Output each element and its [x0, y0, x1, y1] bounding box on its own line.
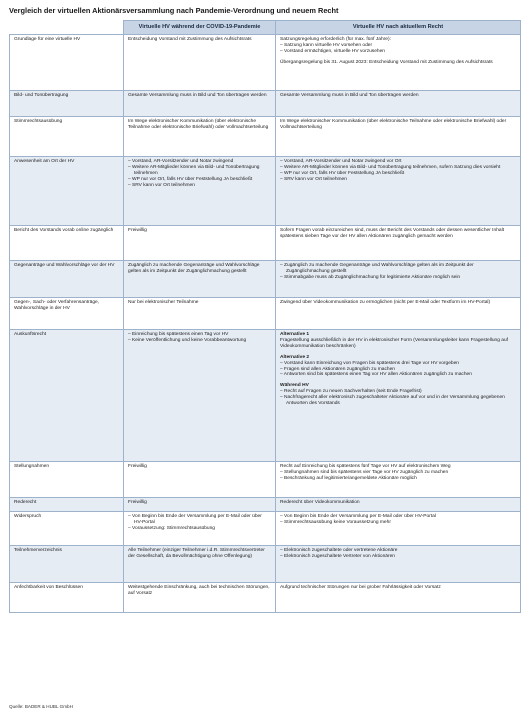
bullet-item: – WP nur vor Ort, falls HV über Feststellung JA beschließt: [280, 170, 405, 176]
cell-text: Freiwillig: [128, 228, 147, 233]
bullet-item: – Zugänglich zu machende Gegenanträge und Wahlvorschläge gelten als im Zeitpunkt der Zugänglichmachung gestellt: [280, 263, 474, 274]
cell-text: Freiwillig: [128, 500, 147, 505]
bullet-item: – Stimmabgabe muss ab Zugänglichmachung für legitimierte Aktionäre möglich sein: [280, 274, 461, 280]
subheading: Während HV: [280, 383, 309, 389]
cell-text: Zugänglich zu machende Gegenanträge und Wahlvorschläge gelten als im Zeitpunkt der Zugänglichmachung gestellt: [128, 263, 260, 274]
cell-text: Gesamte Versammlung muss in Bild und Ton übertragen werden: [280, 93, 419, 98]
bullet-item: – SRV kann vor Ort teilnehmen: [128, 182, 195, 188]
table-row: [10, 91, 521, 117]
cell-text: Entscheidung Vorstand mit Zustimmung des Aufsichtsrats: [128, 37, 252, 42]
pandemic-cell: [124, 298, 276, 330]
bullet-item: – Vorstand ermächtigen, virtuelle HV vorzusehen: [280, 48, 386, 54]
pandemic-cell: [124, 498, 276, 512]
bullet-item: – Keine Veröffentlichung und keine Vorabbeantwortung: [128, 337, 247, 343]
bullet-item: – Voraussetzung: Stimmrechtsausübung: [128, 525, 215, 531]
bullet-item: – Stimmrechtsausübung keine Voraussetzung mehr: [280, 519, 391, 525]
pandemic-cell: [124, 462, 276, 498]
table-row: [10, 498, 521, 512]
source-note: Quelle: BADER & HUBL GmbH: [9, 704, 73, 709]
cell-text: Sofern Fragen vorab einzureichen sind, muss der Bericht des Vorstands oder dessen wesentlicher Inhalt spätestens sieben Tage vor der HV allen Aktionären zugänglich gemacht werden: [280, 228, 505, 239]
bullet-item: – SRV kann vor Ort teilnehmen: [280, 176, 347, 182]
table-body: [10, 35, 521, 613]
row-label: Auskunftsrecht: [10, 330, 124, 462]
bullet-item: – Elektronisch zugeschaltete oder vertretene Aktionäre: [280, 548, 398, 553]
table-row: [10, 298, 521, 330]
row-label: Bild- und Tonübertragung: [10, 91, 124, 117]
cell-text: Weitestgehende Einschränkung, auch bei technischen Störungen, auf Vorsatz: [128, 585, 270, 596]
pandemic-cell: [124, 35, 276, 91]
row-label: Widerspruch: [10, 512, 124, 546]
row-label: Rederecht: [10, 498, 124, 512]
table-row: [10, 583, 521, 613]
row-label: Anfechtbarkeit von Beschlüssen: [10, 583, 124, 613]
table-row: [10, 35, 521, 91]
table-row: [10, 512, 521, 546]
row-label: Anwesenheit am Ort der HV: [10, 157, 124, 226]
bullet-item: – Nachfragerecht aller elektronisch zugeschalteter Aktionäre auf vor und in der Versammlung gegebenen Antworten des Vorstands: [280, 395, 505, 407]
current-law-cell: [276, 298, 521, 330]
table-row: [10, 117, 521, 157]
bullet-item: – Satzung kann virtuelle HV vorsehen oder: [280, 42, 373, 48]
pandemic-cell: [124, 117, 276, 157]
cell-text: Übergangsregelung bis 31. August 2023: Entscheidung Vorstand mit Zustimmung des Aufsichtsrats: [280, 59, 493, 65]
pandemic-cell: [124, 261, 276, 298]
row-label: Stimmrechtsausübung: [10, 117, 124, 157]
current-law-cell: [276, 157, 521, 226]
bullet-item: – Beschränkung auf legitimierte/angemeldete Aktionäre möglich: [280, 475, 417, 481]
cell-text: Gesamte Versammlung muss in Bild und Ton übertragen werden: [128, 93, 267, 98]
bullet-item: – Elektronisch zugeschaltete Vertreter von Aktionären: [280, 553, 395, 559]
cell-text: Rederecht über Videokommunikation: [280, 500, 360, 505]
bullet-item: – Weitere AR-Mitglieder können via Bild- und Tonübertragung teilnehmen, sofern Satzung dies vorsieht: [280, 164, 501, 170]
row-label: Stellungnahmen: [10, 462, 124, 498]
pandemic-cell: [124, 157, 276, 226]
table-row: [10, 261, 521, 298]
current-law-cell: [276, 261, 521, 298]
pandemic-cell: [124, 226, 276, 261]
current-law-cell: [276, 91, 521, 117]
bullet-item: – WP nur vor Ort, falls HV über Feststellung JA beschließt: [128, 176, 253, 182]
header-current-law: Virtuelle HV nach aktuellem Recht: [276, 21, 521, 35]
bullet-item: – Stellungnahmen sind bis spätestens vier Tage vor HV zugänglich zu machen: [280, 469, 449, 475]
row-label: Gegen-, Sach- oder Verfahrensanträge, Wahlvorschläge in der HV: [10, 298, 124, 330]
row-label: Bericht des Vorstands vorab online zugänglich: [10, 226, 124, 261]
bullet-item: – Antworten sind bis spätestens einen Tag vor HV allen Aktionären zugänglich zu machen: [280, 372, 472, 378]
bullet-item: – Einreichung bis spätestens einen Tag vor HV: [128, 332, 229, 337]
row-label: Gegenanträge und Wahlvorschläge vor der HV: [10, 261, 124, 298]
cell-text: Nur bei elektronischer Teilnahme: [128, 300, 199, 305]
comparison-table: [9, 20, 521, 613]
cell-text: Fragestellung ausschließlich in der HV in elektronischer Form (Versammlungsleiter kann Fragestellung auf Videokommunikation beschränken): [280, 337, 509, 349]
row-label: Teilnehmerverzeichnis: [10, 546, 124, 583]
table-row: [10, 330, 521, 462]
bullet-item: – Fragen sind allen Aktionären zugänglich zu machen: [280, 366, 395, 372]
current-law-cell: [276, 330, 521, 462]
document-title: Vergleich der virtuellen Aktionärsversammlung nach Pandemie-Verordnung und neuem Recht: [9, 6, 339, 15]
current-law-cell: [276, 226, 521, 261]
current-law-cell: [276, 498, 521, 512]
table-row: [10, 157, 521, 226]
table-header-row: [10, 21, 521, 35]
header-pandemic: Virtuelle HV während der COVID-19-Pandemie: [124, 21, 276, 35]
bullet-item: – Recht auf Fragen zu neuen Sachverhalten (seit Ende Fragefrist): [280, 389, 422, 395]
cell-text: Im Wege elektronischer Kommunikation (über elektronische Teilnahme oder elektronische Briefwahl) oder Vollmachtserteilung: [128, 119, 269, 130]
current-law-cell: [276, 117, 521, 157]
bullet-item: – Von Beginn bis Ende der Versammlung per E-Mail oder über HV-Portal: [128, 514, 262, 525]
current-law-cell: [276, 583, 521, 613]
cell-text: Satzungsregelung erforderlich (für max. fünf Jahre):: [280, 37, 391, 42]
subheading: Alternative 2: [280, 354, 310, 360]
cell-text: Aufgrund technischer Störungen nur bei grober Fahrlässigkeit oder Vorsatz: [280, 585, 441, 590]
pandemic-cell: [124, 512, 276, 546]
bullet-item: – Vorstand, AR-Vorsitzender und Notar zwingend: [128, 159, 234, 164]
row-label: Grundlage für eine virtuelle HV: [10, 35, 124, 91]
cell-text: Freiwillig: [128, 464, 147, 469]
bullet-item: – Vorstand kann Einreichung von Fragen bis spätestens drei Tage vor HV vorgeben: [280, 360, 459, 366]
cell-text: Recht auf Einreichung bis spätestens fünf Tage vor HV auf elektronischem Weg: [280, 464, 451, 469]
current-law-cell: [276, 35, 521, 91]
header-blank-cell: [10, 21, 124, 35]
subheading: Alternative 1: [280, 332, 310, 337]
table-row: [10, 462, 521, 498]
current-law-cell: [276, 512, 521, 546]
table-row: [10, 226, 521, 261]
cell-text: Zwingend über Videokommunikation zu ermöglichen (nicht per E-Mail oder Textform im HV-Portal): [280, 300, 491, 305]
bullet-item: – Weitere AR-Mitglieder können via Bild- und Tonübertragung teilnehmen: [128, 164, 260, 176]
pandemic-cell: [124, 330, 276, 462]
current-law-cell: [276, 546, 521, 583]
bullet-item: – Vorstand, AR-Vorsitzender und Notar zwingend vor Ort: [280, 159, 402, 164]
pandemic-cell: [124, 546, 276, 583]
cell-text: Im Wege elektronischer Kommunikation (über elektronische Teilnahme oder elektronische Briefwahl) oder Vollmachtserteilung: [280, 119, 507, 130]
pandemic-cell: [124, 583, 276, 613]
pandemic-cell: [124, 91, 276, 117]
current-law-cell: [276, 462, 521, 498]
bullet-item: – Von Beginn bis Ende der Versammlung per E-Mail oder über HV-Portal: [280, 514, 436, 519]
table-row: [10, 546, 521, 583]
cell-text: Alle Teilnehmer (einziger Teilnehmer i.d.R. Stimmrechtsvertreter der Gesellschaft, da Bevollmächtigung ohne Offenlegung): [128, 548, 265, 559]
